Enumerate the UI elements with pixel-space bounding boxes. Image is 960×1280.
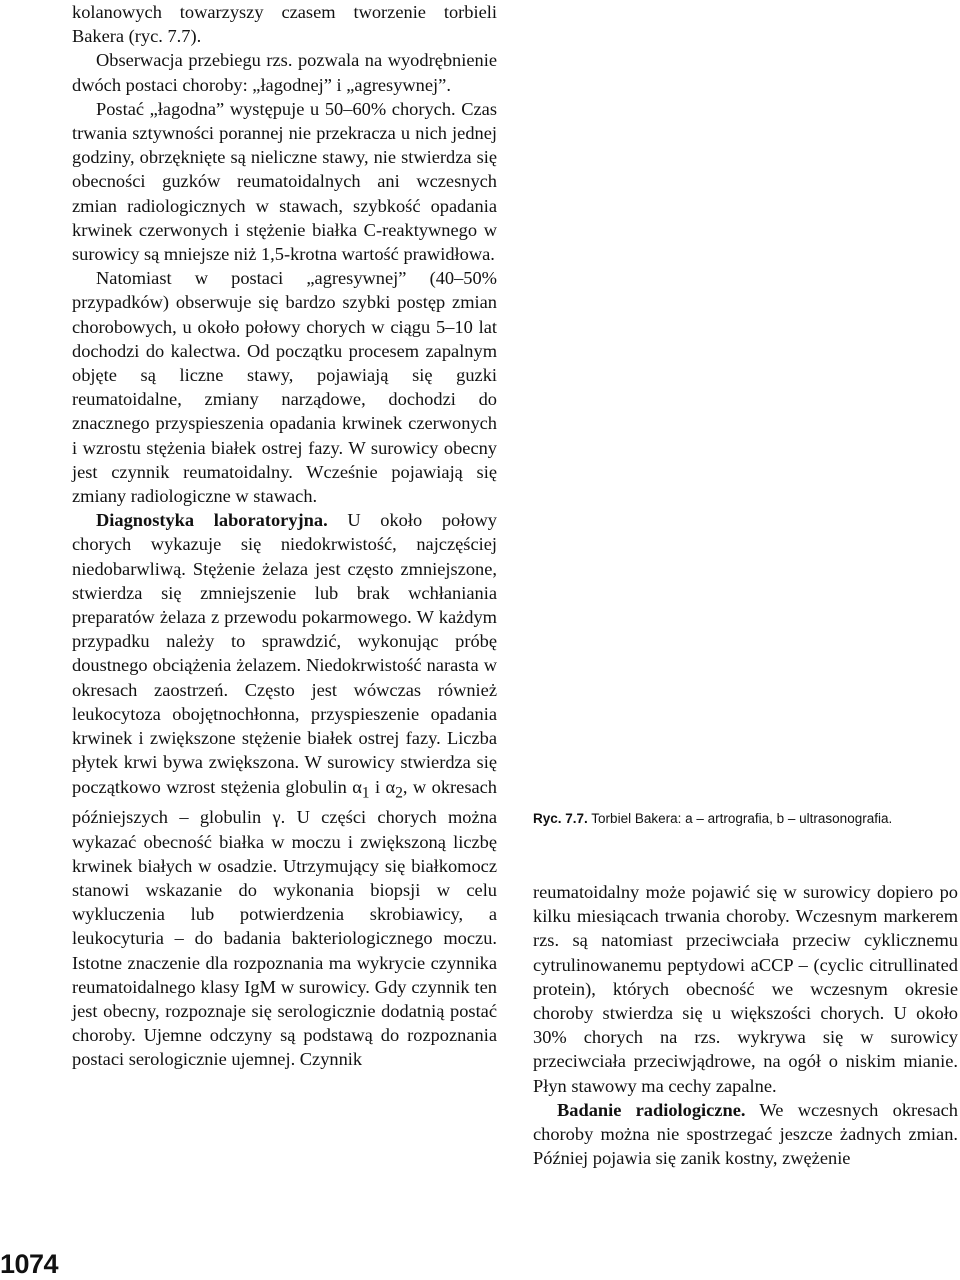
paragraph-aggressive-form: Natomiast w postaci „agresywnej” (40–50% przypadków) obserwuje się bardzo szybki postęp zmian chorobowych, u około połowy chorych w ciągu 5–10 lat dochodzi do kalectwa. Od początku procesem zapalnym objęte są liczne stawy, pojawiają się guzki reumatoidalne, zmiany narządowe, dochodzi do znacznego przyspieszenia opadania krwinek czerwonych i wzrostu stężenia białek ostrej fazy. W surowicy obecny jest czynnik reumatoidalny. Wcześnie pojawiają się zmiany radiologiczne w stawach. <box>72 268 497 507</box>
paragraph-rheumatoid-factor: reumatoidalny może pojawić się w surowicy dopiero po kilku miesiącach trwania choroby. Wczesnym markerem rzs. są natomiast przeciwciała przeciw cyklicznemu cytrulinowanemu peptydowi aCCP – (cyclic citrullinated protein), których obecność we wczesnym okresie choroby stwierdza się u większości chorych. U około 30% chorych na rzs. wykrywa się w surowicy przeciwciała przeciwjądrowe, na ogół o niskim mianie. Płyn stawowy ma cechy zapalne. <box>533 882 958 1096</box>
paragraph-disease-forms: Obserwacja przebiegu rzs. pozwala na wyodrębnienie dwóch postaci choroby: „łagodnej” i „agresywnej”. <box>72 50 497 95</box>
laboratory-text-part-3: . U części chorych można wykazać obecność białka w moczu i zwiększoną liczbę krwinek białych w osadzie. Utrzymujący się białkomocz stanowi wskazanie do wykonania biopsji w celu wykluczenia lub potwierdzenia skrobiawicy, a leukocyturia – do badania bakteriologicznego moczu. Istotne znaczenie dla rozpoznania ma wykrycie czynnika reumatoidalnego klasy IgM w surowicy. Gdy czynnik ten jest obecny, rozpoznaje się serologicznie dodatnią postać choroby. Ujemne odczyny są podstawą do rozpoznania postaci serologicznie ujemnej. Czynnik <box>72 807 497 1070</box>
figure-caption-label: Ryc. 7.7. <box>533 811 588 826</box>
laboratory-text-part-2: , w okresach późniejszych – globulin <box>72 776 497 828</box>
laboratory-text-part-1: U około połowy chorych wykazuje się niedokrwistość, najczęściej niedobarwliwą. Stężenie żelaza jest często zmniejszone, stwierdza się zmniejszenie lub brak wchłaniania preparatów żelaza z przewodu pokarmowego. W każdym przypadku należy to sprawdzić, wykonując próbę doustnego obciążenia żelazem. Niedokrwistość narasta w okresach zaostrzeń. Często jest wówczas również leukocytoza obojętnochłonna, przyspieszenie opadania krwinek i zwiększone stężenie białek ostrej fazy. Liczba płytek krwi bywa zwiększona. W surowicy stwierdza się początkowo wzrost stężenia globulin <box>72 510 497 797</box>
paragraph-baker-cyst: kolanowych towarzyszy czasem tworzenie torbieli Bakera (ryc. 7.7). <box>72 2 497 47</box>
figure-caption <box>533 810 958 828</box>
paragraph-mild-form: Postać „łagodna” występuje u 50–60% chorych. Czas trwania sztywności porannej nie przekracza u nich jednej godziny, obrzęknięte są nieliczne stawy, nie stwierdza się obecności guzków reumatoidalnych ani wczesnych zmian radiologicznych w stawach, szybkość opadania krwinek czerwonych i stężenie białka C-reaktywnego w surowicy są mniejsze niż 1,5-krotna wartość prawidłowa. <box>72 98 497 265</box>
symbol-alpha-1: α <box>352 776 362 797</box>
paragraph-radiology <box>533 1098 958 1171</box>
symbol-gamma: γ <box>272 807 281 828</box>
right-text-column <box>533 880 958 1170</box>
subscript-2: 2 <box>395 784 403 802</box>
laboratory-text-and: i <box>369 776 386 797</box>
section-heading-radiology: Badanie radiologiczne. <box>557 1099 746 1120</box>
section-heading-laboratory: Diagnostyka laboratoryjna. <box>96 510 328 531</box>
left-text-column <box>72 0 497 1072</box>
radiology-text: We wczesnych okresach choroby można nie spostrzegać jeszcze żadnych zmian. Później pojawia się zanik kostny, zwężenie <box>533 1099 958 1169</box>
page-number: 1074 <box>0 1249 59 1279</box>
subscript-1: 1 <box>361 784 370 802</box>
symbol-alpha-2: α <box>385 776 396 797</box>
figure-caption-text: Torbiel Bakera: a – artrografia, b – ultrasonografia. <box>587 811 893 826</box>
paragraph-laboratory-diagnostics <box>72 508 497 1071</box>
